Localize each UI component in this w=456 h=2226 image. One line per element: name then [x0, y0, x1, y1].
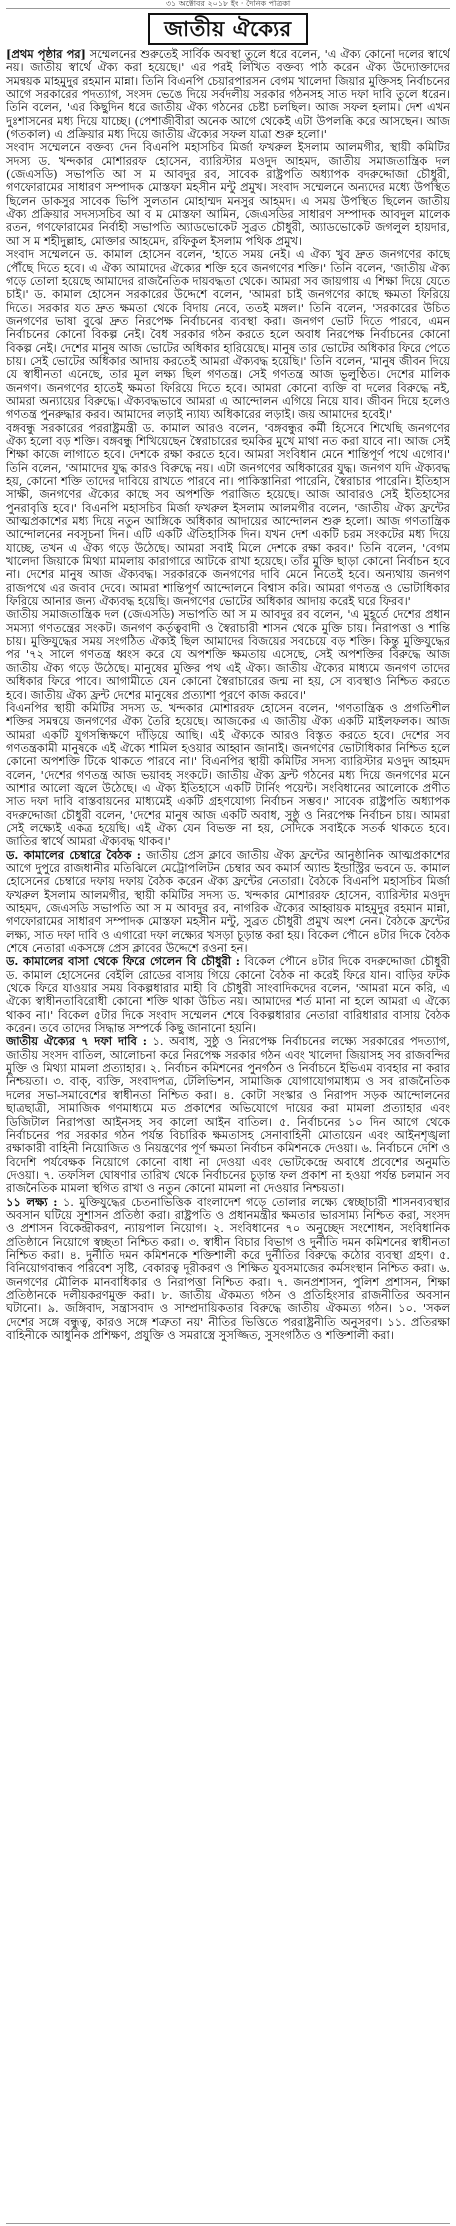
paragraph-text: বিকেল পৌনে ৪টার দিকে বদরুদ্দোজা চৌধুরী ড. কামাল হোসেনের বেইলি রোডের বাসায় গিয়ে কোনো বৈঠক না করেই ফিরে যান। বাড়ির ফটক থেকে ফিরে যাওয়ার সময় বিকল্পধারার মাহী বি চৌধুরী সাংবাদিকদের বলেন, 'আমরা মনে করি, এ ঐক্যে স্বাধীনতাবিরোধী কোনো শক্তি থাকা উচিত নয়। আমাদের শর্ত মানা না হলে আমরা এ ঐক্যে থাকব না।' বিকেল ৫টার দিকে সংবাদ সম্মেলন শেষে বিকল্পধারার নেতারা বারিধারার বাসায় বৈঠক করেন। তবে তাদের সিদ্ধান্ত সম্পর্কে কিছু জানানো হয়নি।	[6, 954, 450, 1036]
paragraph	[6, 1196, 450, 1343]
paragraph	[6, 248, 450, 421]
paragraph-text: ১. অবাধ, সুষ্ঠু ও নিরপেক্ষ নির্বাচনের লক্ষ্যে সরকারের পদত্যাগ, জাতীয় সংসদ বাতিল, আলোচনা করে নিরপেক্ষ সরকার গঠন এবং খালেদা জিয়াসহ সব রাজবন্দির মুক্তি ও মিথ্যা মামলা প্রত্যাহার। ২. নির্বাচন কমিশনের পুনর্গঠন ও নির্বাচনে ইভিএম ব্যবহার না করার নিশ্চয়তা। ৩. বাক্, ব্যক্তি, সংবাদপত্র, টেলিভিশন, সামাজিক যোগাযোগমাধ্যম ও সব রাজনৈতিক দলের সভা-সমাবেশের স্বাধীনতা নিশ্চিত করা। ৪. কোটা সংস্কার ও নিরাপদ সড়ক আন্দোলনের ছাত্রছাত্রী, সামাজিক গণমাধ্যমে মত প্রকাশের অভিযোগে দায়ের করা মামলা প্রত্যাহার এবং ডিজিটাল নিরাপত্তা আইনসহ সব কালো আইন বাতিল। ৫. নির্বাচনের ১০ দিন আগে থেকে নির্বাচনের পর সরকার গঠন পর্যন্ত বিচারিক ক্ষমতাসহ সেনাবাহিনী মোতায়েন এবং আইনশৃঙ্খলা রক্ষাকারী বাহিনী নিয়োজিত ও নিয়ন্ত্রণের পূর্ণ ক্ষমতা নির্বাচন কমিশনকে দেওয়া। ৬. নির্বাচনে দেশি ও বিদেশি পর্যবেক্ষক নিয়োগে কোনো বাধা না দেওয়া এবং ভোটকেন্দ্রে অবাধে প্রবেশের অনুমতি দেওয়া। ৭. তফসিল ঘোষণার তারিখ থেকে নির্বাচনের চূড়ান্ত ফল প্রকাশ না হওয়া পর্যন্ত চলমান সব রাজনৈতিক মামলা স্থগিত রাখা ও নতুন কোনো মামলা না দেওয়ার নিশ্চয়তা।	[6, 1034, 450, 1196]
paragraph-text: সংবাদ সম্মেলনে ড. কামাল হোসেন বলেন, 'হাতে সময় নেই। এ ঐক্য খুব দ্রুত জনগণের কাছে পৌঁছে দিতে হবে। এ ঐক্য আমাদের ঐক্যের শক্তি হবে জনগণের শক্তি।' তিনি বলেন, 'জাতীয় ঐক্য গড়ে তোলা হয়েছে আমাদের রাজনৈতিক দায়বদ্ধতা থেকে। আমরা সব জায়গায় এ শিক্ষা দিয়ে যেতে চাই।' ড. কামাল হোসেন সরকারের উদ্দেশে বলেন, 'আমরা চাই জনগণের কাছে ক্ষমতা ফিরিয়ে দিতে। সরকার যত দ্রুত ক্ষমতা থেকে বিদায় নেবে, ততই মঙ্গল।' তিনি বলেন, 'সরকারের উচিত জনগণের ভাষা বুঝে দ্রুত নিরপেক্ষ নির্বাচনের ব্যবস্থা করা। জনগণ ভোট দিতে পারবে, এমন নির্বাচনের কোনো বিকল্প নেই। বৈধ সরকার গঠন করতে হলে অবাধ নিরপেক্ষ নির্বাচনের কোনো বিকল্প নেই। দেশের মানুষ আজ ভোটের অধিকার হারিয়েছে। মানুষ তার ভোটের অধিকার ফিরে পেতে চায়। সেই ভোটের অধিকার আদায় করতেই আমরা ঐক্যবদ্ধ হয়েছি।' তিনি বলেন, 'মানুষ জীবন দিয়ে যে স্বাধীনতা এনেছে, তার মূল লক্ষ্য ছিল গণতন্ত্র। সেই গণতন্ত্র আজ ভূলুণ্ঠিত। দেশের মালিক জনগণ। জনগণের হাতেই ক্ষমতা ফিরিয়ে দিতে হবে। আমরা কোনো ব্যক্তি বা দলের বিরুদ্ধে নই, আমরা অন্যায়ের বিরুদ্ধে। ঐক্যবদ্ধভাবে আমরা এ আন্দোলন এগিয়ে নিয়ে যাব। জীবন দিয়ে হলেও গণতন্ত্র পুনরুদ্ধার করব। আমাদের লড়াই ন্যায্য অধিকারের লড়াই। জয় আমাদের হবেই।'	[6, 247, 450, 422]
headline-box	[6, 13, 450, 45]
paragraph-text: ১. মুক্তিযুদ্ধের চেতনাভিত্তিক বাংলাদেশ গড়ে তোলার লক্ষ্যে স্বেচ্ছাচারী শাসনব্যবস্থার অবসান ঘটিয়ে সুশাসন প্রতিষ্ঠা করা। রাষ্ট্রপতি ও প্রধানমন্ত্রীর ক্ষমতার ভারসাম্য নিশ্চিত করা, সংসদ ও প্রশাসন বিকেন্দ্রীকরণ, ন্যায়পাল নিয়োগ। ২. সংবিধানের ৭০ অনুচ্ছেদ সংশোধন, সংবিধানিক প্রতিষ্ঠানে নিয়োগে স্বচ্ছতা নিশ্চিত করা। ৩. স্বাধীন বিচার বিভাগ ও দুর্নীতি দমন কমিশনের স্বাধীনতা নিশ্চিত করা। ৪. দুর্নীতি দমন কমিশনকে শক্তিশালী করে দুর্নীতির বিরুদ্ধে কঠোর ব্যবস্থা গ্রহণ। ৫. বিনিয়োগবান্ধব পরিবেশ সৃষ্টি, বেকারত্ব দূরীকরণ ও শিক্ষিত যুবসমাজের কর্মসংস্থান নিশ্চিত করা। ৬. জনগণের মৌলিক মানবাধিকার ও নিরাপত্তা নিশ্চিত করা। ৭. জনপ্রশাসন, পুলিশ প্রশাসন, শিক্ষা প্রতিষ্ঠানকে দলীয়করণমুক্ত করা। ৮. জাতীয় ঐকমত্য গঠন ও প্রতিহিংসার রাজনীতির অবসান ঘটানো। ৯. জঙ্গিবাদ, সন্ত্রাসবাদ ও সাম্প্রদায়িকতার বিরুদ্ধে জাতীয় ঐকমত্য গঠন। ১০. 'সকল দেশের সঙ্গে বন্ধুত্ব, কারও সঙ্গে শত্রুতা নয়' নীতির ভিত্তিতে পররাষ্ট্রনীতি অনুসরণ। ১১. প্রতিরক্ষা বাহিনীকে আধুনিক প্রশিক্ষণ, প্রযুক্তি ও সমরাস্ত্রে সুসজ্জিত, সুসংগঠিত ও শক্তিশালী করা।	[6, 1194, 450, 1342]
continued-from-label: [প্রথম পৃষ্ঠার পর]	[6, 47, 86, 61]
section-subhead: ড. কামালের বাসা থেকে ফিরে গেলেন বি চৌধুরী :	[6, 954, 240, 969]
paragraph	[6, 849, 450, 956]
paragraph-text: জাতীয় সমাজতান্ত্রিক দল (জেএসডি) সভাপতি আ স ম আবদুর রব বলেন, 'এ মুহূর্তে দেশের প্রধান সমস্যা গণতন্ত্রের সংকট। জনগণ কর্তৃত্ববাদী ও স্বৈরাচারী শাসন থেকে মুক্তি চায়। নিরাপত্তা ও শান্তি চায়। মুক্তিযুদ্ধের সময় সংগঠিত ঐক্যই ছিল আমাদের বিজয়ের সবচেয়ে বড় শক্তি। কিন্তু মুক্তিযুদ্ধের পর '৭২ সালে গণতন্ত্র ধ্বংস করে যে অপশক্তি ক্ষমতায় এসেছে, সেই অপশক্তির বিরুদ্ধে আজ জাতীয় ঐক্য গড়ে উঠেছে। মানুষের মুক্তির পথ এই ঐক্য। জাতীয় ঐক্যের মাধ্যমে জনগণ তাদের অধিকার ফিরে পাবে। আগামীতে যেন কোনো স্বৈরাচারের জন্ম না হয়, সে ব্যবস্থাও নিশ্চিত করতে হবে। জাতীয় ঐক্য ফ্রন্ট দেশের মানুষের প্রত্যাশা পূরণে কাজ করবে।'	[6, 607, 450, 702]
section-subhead: জাতীয় ঐক্যের ৭ দফা দাবি :	[6, 1034, 147, 1049]
article-body	[6, 48, 450, 1342]
paragraph	[6, 955, 450, 1035]
paragraph	[6, 608, 450, 701]
paragraph	[6, 422, 450, 609]
section-subhead: ১১ লক্ষ্য :	[6, 1194, 58, 1209]
headline: জাতীয় ঐক্যের	[148, 13, 307, 45]
paragraph	[6, 141, 450, 248]
paragraph-text: বিএনপির স্থায়ী কমিটির সদস্য ড. খন্দকার মোশাররফ হোসেন বলেন, 'গণতান্ত্রিক ও প্রগতিশীল শক্তির সমন্বয়ে জনগণের ঐক্য তৈরি হয়েছে। আজকের এ জাতীয় ঐক্য একটি মাইলফলক। আজ আমরা একটি যুগসন্ধিক্ষণে দাঁড়িয়ে আছি। এই ঐক্যকে আরও বিস্তৃত করতে হবে। দেশের সব গণতন্ত্রকামী মানুষকে এই ঐক্যে শামিল হওয়ার আহ্বান জানাই। জনগণের ভোটাধিকার নিশ্চিত হলে কোনো অপশক্তি টিকে থাকতে পারবে না।' বিএনপির স্থায়ী কমিটির সদস্য ব্যারিস্টার মওদুদ আহমদ বলেন, 'দেশের গণতন্ত্র আজ ভয়াবহ সংকটে। জাতীয় ঐক্য ফ্রন্ট গঠনের মধ্য দিয়ে জনগণের মনে আশার আলো জ্বলে উঠেছে। এ ঐক্য ইতিহাসে একটি টার্নিং পয়েন্ট। সংবিধানের আলোকে প্রণীত সাত দফা দাবি বাস্তবায়নের মাধ্যমেই একটি গ্রহণযোগ্য নির্বাচন সম্ভব।' সাবেক রাষ্ট্রপতি অধ্যাপক বদরুদ্দোজা চৌধুরী বলেন, 'দেশের মানুষ আজ একটি অবাধ, সুষ্ঠু ও নিরপেক্ষ নির্বাচন চায়। আমরা সেই লক্ষ্যেই একত্র হয়েছি। এই ঐক্য যেন বিভক্ত না হয়, সেদিকে সবাইকে সতর্ক থাকতে হবে। জাতির স্বার্থে আমরা ঐক্যবদ্ধ থাকব।'	[6, 700, 450, 849]
paragraph-text: জাতীয় প্রেস ক্লাবে জাতীয় ঐক্য ফ্রন্টের আনুষ্ঠানিক আত্মপ্রকাশের আগে দুপুরে রাজধানীর মতিঝিলে মেট্রোপলিটন চেম্বার অব কমার্স অ্যান্ড ইন্ডাস্ট্রির ভবনে ড. কামাল হোসেনের চেম্বারে দফায় দফায় বৈঠক করেন ঐক্য ফ্রন্টের নেতারা। বৈঠকে বিএনপি মহাসচিব মির্জা ফখরুল ইসলাম আলমগীর, স্থায়ী কমিটির সদস্য ড. খন্দকার মোশাররফ হোসেন, ব্যারিস্টার মওদুদ আহমদ, জেএসডি সভাপতি আ স ম আবদুর রব, নাগরিক ঐক্যের আহ্বায়ক মাহমুদুর রহমান মান্না, গণফোরামের সাধারণ সম্পাদক মোস্তফা মহসীন মন্টু, সুব্রত চৌধুরী প্রমুখ অংশ নেন। বৈঠকে ফ্রন্টের লক্ষ্য, সাত দফা দাবি ও এগারো দফা লক্ষ্যের খসড়া চূড়ান্ত করা হয়। বিকেল পৌনে ৪টার দিকে বৈঠক শেষে নেতারা একসঙ্গে প্রেস ক্লাবের উদ্দেশে রওনা হন।	[6, 847, 450, 956]
section-subhead: ড. কামালের চেম্বারে বৈঠক :	[6, 847, 141, 862]
paragraph-text: সম্মেলনের শুরুতেই সার্বিক অবস্থা তুলে ধরে বলেন, 'এ ঐক্য কোনো দলের স্বার্থে নয়। জাতীয় স্বার্থে ঐক্য করা হয়েছে।' এর পরই লিখিত বক্তব্য পাঠ করেন ঐক্য উদ্যোক্তাদের সমন্বয়ক মাহমুদুর রহমান মান্না। তিনি বিএনপি চেয়ারপারসন বেগম খালেদা জিয়ার মুক্তিসহ নির্বাচনের আগে সরকারের পদত্যাগ, সংসদ ভেঙে দিয়ে সর্বদলীয় সরকার গঠনসহ সাত দফা দাবি তুলে ধরেন। তিনি বলেন, 'এর কিছুদিন ধরে জাতীয় ঐক্য গঠনের চেষ্টা চলছিল। আজ সফল হলাম। দেশ এখন দুঃশাসনের মধ্য দিয়ে যাচ্ছে। (পেশাজীবীরা অনেক আগে থেকেই এটা উপলব্ধি করে আসছেন। আজ (গতকাল) এ প্রক্রিয়ার মধ্য দিয়ে জাতীয় ঐক্যের সফল যাত্রা শুরু হলো।'	[6, 47, 450, 142]
newspaper-page	[6, 0, 450, 2226]
paragraph	[6, 48, 450, 141]
paragraph	[6, 1035, 450, 1195]
paragraph-text: সংবাদ সম্মেলনে বক্তব্য দেন বিএনপি মহাসচিব মির্জা ফখরুল ইসলাম আলমগীর, স্থায়ী কমিটির সদস্য ড. খন্দকার মোশাররফ হোসেন, ব্যারিস্টার মওদুদ আহমদ, জাতীয় সমাজতান্ত্রিক দল (জেএসডি) সভাপতি আ স ম আবদুর রব, সাবেক রাষ্ট্রপতি অধ্যাপক বদরুদ্দোজা চৌধুরী, গণফোরামের সাধারণ সম্পাদক মোস্তফা মহসীন মন্টু প্রমুখ। সংবাদ সম্মেলনে অন্যদের মধ্যে উপস্থিত ছিলেন ডাকসুর সাবেক ভিপি সুলতান মোহাম্মদ মনসুর আহমদ। এ সময় উপস্থিত ছিলেন জাতীয় ঐক্য প্রক্রিয়ার সদস্যসচিব আ ব ম মোস্তফা আমিন, জেএসডির সাধারণ সম্পাদক আবদুল মালেক রতন, গণফোরামের নির্বাহী সভাপতি অ্যাডভোকেট সুব্রত চৌধুরী, অ্যাডভোকেট জগলুল হায়দার, আ স ম শহীদুল্লাহ, মোক্তার আহমেদ, রফিকুল ইসলাম পথিক প্রমুখ।	[6, 140, 450, 248]
paragraph-text: বঙ্গবন্ধু সরকারের পররাষ্ট্রমন্ত্রী ড. কামাল আরও বলেন, 'বঙ্গবন্ধুর কর্মী হিসেবে শিখেছি জনগণের ঐক্য হলো বড় শক্তি। বঙ্গবন্ধু শিখিয়েছেন স্বৈরাচারের হুমকির মুখে মাথা নত করা যাবে না। আজ সেই শিক্ষা কাজে লাগাতে হবে। দেশকে রক্ষা করতে হবে। আমরা সংবিধান মেনে শান্তিপূর্ণ পথে এগোব।' তিনি বলেন, 'আমাদের যুদ্ধ কারও বিরুদ্ধে নয়। এটা জনগণের অধিকারের যুদ্ধ। জনগণ যদি ঐক্যবদ্ধ হয়, কোনো শক্তি তাদের দাবিয়ে রাখতে পারবে না। পাকিস্তানিরা পারেনি, স্বৈরাচার পারেনি। ইতিহাস সাক্ষী, জনগণের ঐক্যের কাছে সব অপশক্তি পরাজিত হয়েছে। আজ আবারও সেই ইতিহাসের পুনরাবৃত্তি হবে।' বিএনপি মহাসচিব মির্জা ফখরুল ইসলাম আলমগীর বলেন, 'জাতীয় ঐক্য ফ্রন্টের আত্মপ্রকাশের মধ্য দিয়ে নতুন আঙ্গিকে অধিকার আদায়ের আন্দোলন শুরু হলো। আজ গণতান্ত্রিক আন্দোলনের নবসূচনা দিন। এটি একটি ঐতিহাসিক দিন। যখন দেশ একটি চরম সংকটের মধ্য দিয়ে যাচ্ছে, তখন এ ঐক্য গড়ে উঠেছে। আমরা সবাই মিলে দেশকে রক্ষা করব।' তিনি বলেন, 'বেগম খালেদা জিয়াকে মিথ্যা মামলায় কারাগারে আটকে রাখা হয়েছে। তাঁর মুক্তি ছাড়া কোনো নির্বাচন হবে না। দেশের মানুষ আজ ঐক্যবদ্ধ। সরকারকে জনগণের দাবি মেনে নিতেই হবে। অন্যথায় জনগণ রাজপথে এর জবাব দেবে। আমরা শান্তিপূর্ণ আন্দোলনে বিশ্বাস করি। আমরা গণতন্ত্র ও ভোটাধিকার ফিরিয়ে আনার জন্য ঐক্যবদ্ধ হয়েছি। জনগণের ভোটের অধিকার আদায় করেই ঘরে ফিরব।'	[6, 420, 450, 609]
running-head: ৩১ অক্টোবর ২০১৮ ইং · দৈনিক পত্রিকা	[6, 0, 450, 9]
paragraph	[6, 702, 450, 849]
footer-divider	[6, 2223, 450, 2224]
